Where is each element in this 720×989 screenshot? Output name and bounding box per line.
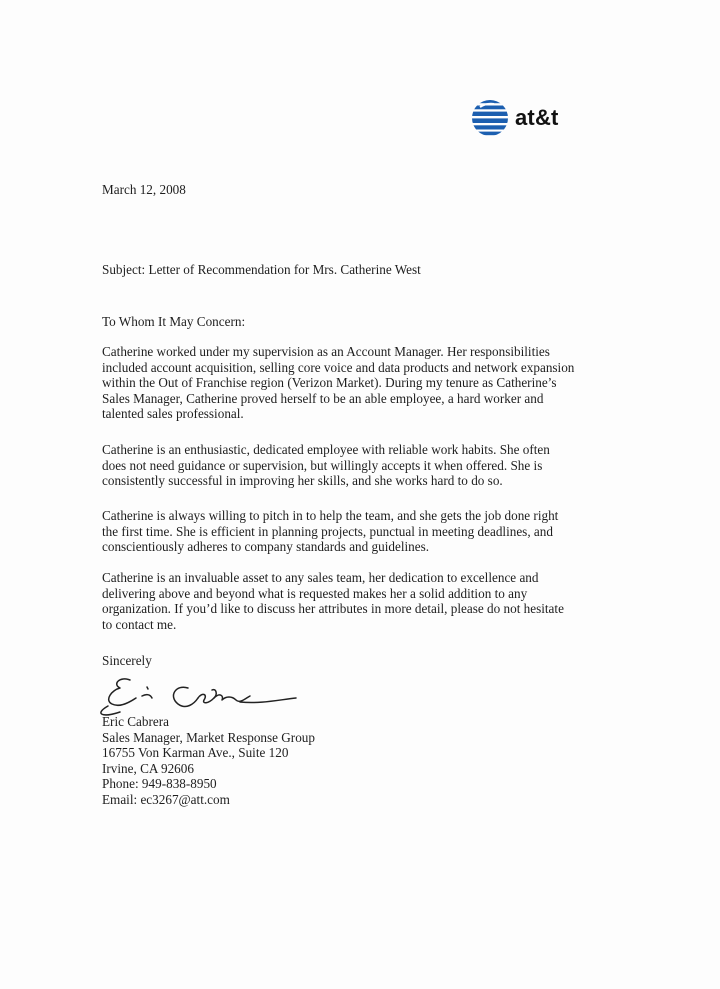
paragraph-line: included account acquisition, selling core voice and data products and network expansion xyxy=(102,359,575,375)
paragraph-line: delivering above and beyond what is requested makes her a solid addition to any xyxy=(102,585,528,601)
subject-line: Subject: Letter of Recommendation for Mrs. Catherine West xyxy=(102,262,421,277)
paragraph-line: Catherine worked under my supervision as an Account Manager. Her responsibilities xyxy=(102,344,550,359)
body-paragraph-3 xyxy=(102,508,632,555)
closing-line: Sincerely xyxy=(102,653,152,668)
paragraph-line: does not need guidance or supervision, but willingly accepts it when offered. She is xyxy=(102,457,543,473)
signer-email: Email: ec3267@att.com xyxy=(102,791,230,807)
letter-closing xyxy=(102,653,632,669)
paragraph-line: within the Out of Franchise region (Verizon Market). During my tenure as Catherine’s xyxy=(102,375,557,391)
signer-title: Sales Manager, Market Response Group xyxy=(102,729,315,745)
paragraph-line: organization. If you’d like to discuss her attributes in more detail, please do not hesitate xyxy=(102,601,564,617)
body-paragraph-4 xyxy=(102,570,632,632)
body-paragraph-2 xyxy=(102,442,632,489)
paragraph-line: Catherine is always willing to pitch in to help the team, and she gets the job done right xyxy=(102,508,559,523)
signer-address-line-1: 16755 Von Karman Ave., Suite 120 xyxy=(102,745,289,761)
paragraph-line: talented sales professional. xyxy=(102,406,244,422)
signer-address-line-2: Irvine, CA 92606 xyxy=(102,760,194,776)
paragraph-line: consistently successful in improving her skills, and she works hard to do so. xyxy=(102,473,503,489)
signer-block xyxy=(102,714,632,808)
letter-salutation xyxy=(102,314,632,330)
paragraph-line: Catherine is an enthusiastic, dedicated employee with reliable work habits. She often xyxy=(102,442,550,457)
signer-phone: Phone: 949-838-8950 xyxy=(102,776,217,792)
paragraph-line: Sales Manager, Catherine proved herself to be an able employee, a hard worker and xyxy=(102,390,544,406)
paragraph-line: the first time. She is efficient in planning projects, punctual in meeting deadlines, and xyxy=(102,523,553,539)
body-paragraph-1 xyxy=(102,344,632,422)
paragraph-line: conscientiously adheres to company standards and guidelines. xyxy=(102,539,430,555)
letter-date xyxy=(102,182,632,198)
signer-name: Eric Cabrera xyxy=(102,714,169,729)
att-logo xyxy=(470,98,559,138)
date-line: March 12, 2008 xyxy=(102,182,186,197)
paragraph-line: Catherine is an invaluable asset to any sales team, her dedication to excellence and xyxy=(102,570,539,585)
att-wordmark: at&t xyxy=(515,105,559,130)
globe-icon xyxy=(470,98,510,138)
paragraph-line: to contact me. xyxy=(102,616,177,632)
letter-subject xyxy=(102,262,632,278)
salutation-line: To Whom It May Concern: xyxy=(102,314,246,329)
